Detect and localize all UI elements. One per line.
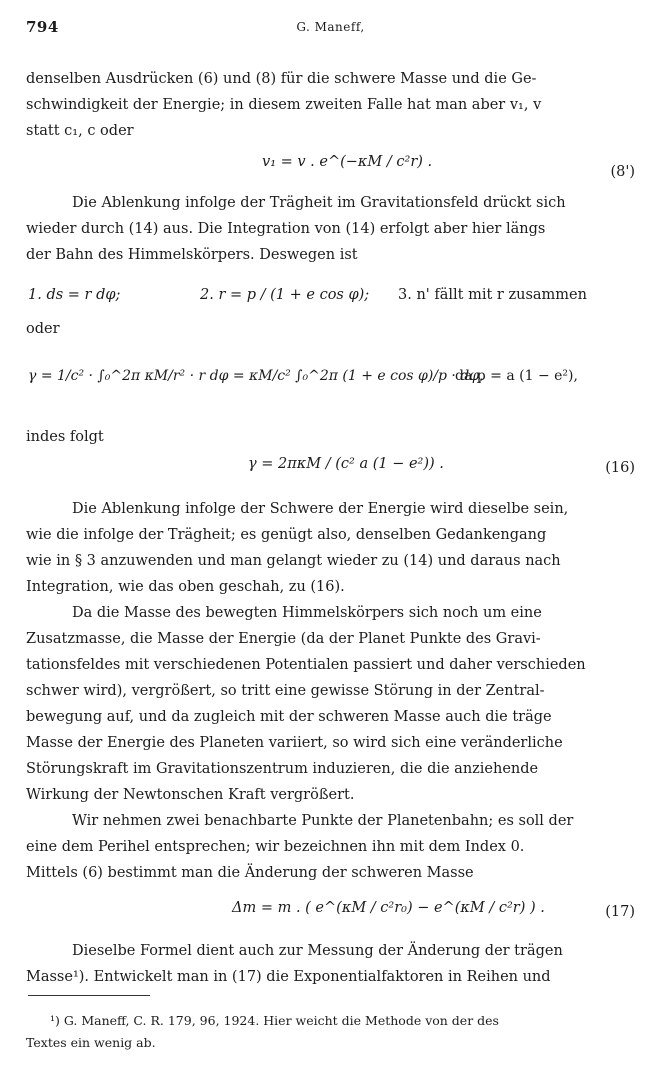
running-header xyxy=(26,18,635,42)
text-line: Dieselbe Formel dient auch zur Messung der Änderung der trägen xyxy=(72,943,563,959)
equation-number-17: (17) xyxy=(605,904,635,920)
equation-number-8prime: (8') xyxy=(610,164,635,180)
footnote-line: Textes ein wenig ab. xyxy=(26,1035,156,1050)
paragraph-5 xyxy=(26,808,635,886)
item-1-ds: 1. ds = r dφ; xyxy=(28,287,121,303)
equation-17: Δm = m . ( e^(κM / c²r₀) − e^(κM / c²r) ) . xyxy=(232,900,545,916)
equation-number-16: (16) xyxy=(605,460,635,476)
text-line: wieder durch (14) aus. Die Integration von (14) erfolgt aber hier längs xyxy=(26,221,546,237)
indes-label: indes folgt xyxy=(26,429,104,445)
text-line: Zusatzmasse, die Masse der Energie (da der Planet Punkte des Gravi- xyxy=(26,631,541,647)
footnote-divider xyxy=(28,995,150,996)
gamma-condition: da p = a (1 − e²), xyxy=(455,368,578,384)
text-line: statt c₁, c oder xyxy=(26,123,134,139)
running-title: G. Maneff, xyxy=(296,20,365,34)
footnote-line: ¹) G. Maneff, C. R. 179, 96, 1924. Hier weicht die Methode von der des xyxy=(50,1013,499,1028)
paragraph-3 xyxy=(26,496,635,600)
text-line: Störungskraft im Gravitationszentrum induzieren, die die anziehende xyxy=(26,761,539,777)
item-3-n: 3. n' fällt mit r zusammen xyxy=(398,287,587,303)
text-line: wie in § 3 anzuwenden und man gelangt wieder zu (14) und daraus nach xyxy=(26,553,561,569)
text-line: eine dem Perihel entsprechen; wir bezeichnen ihn mit dem Index 0. xyxy=(26,839,525,855)
footnote xyxy=(26,1010,635,1054)
equation-8prime: v₁ = v . e^(−κM / c²r) . xyxy=(262,154,433,170)
oder-label: oder xyxy=(26,321,60,337)
text-line: schwer wird), vergrößert, so tritt eine gewisse Störung in der Zentral- xyxy=(26,683,545,699)
text-line: Integration, wie das oben geschah, zu (16). xyxy=(26,579,345,595)
page-number: 794 xyxy=(26,18,59,36)
text-line: Die Ablenkung infolge der Trägheit im Gravitationsfeld drückt sich xyxy=(72,195,566,211)
paragraph-2 xyxy=(26,190,635,268)
paragraph-4 xyxy=(26,600,635,808)
text-line: tationsfeldes mit verschiedenen Potentialen passiert und daher verschieden xyxy=(26,657,586,673)
text-line: der Bahn des Himmelskörpers. Deswegen ist xyxy=(26,247,358,263)
text-line: bewegung auf, und da zugleich mit der schweren Masse auch die träge xyxy=(26,709,552,725)
text-line: wie die infolge der Trägheit; es genügt also, denselben Gedankengang xyxy=(26,527,547,543)
item-2-r: 2. r = p / (1 + e cos φ); xyxy=(200,287,370,303)
text-line: Masse der Energie des Planeten variiert, so wird sich eine veränderliche xyxy=(26,735,563,751)
paragraph-6 xyxy=(26,938,635,990)
text-line: Wir nehmen zwei benachbarte Punkte der Planetenbahn; es soll der xyxy=(72,813,574,829)
text-line: Da die Masse des bewegten Himmelskörpers sich noch um eine xyxy=(72,605,542,621)
text-line: Mittels (6) bestimmt man die Änderung der schweren Masse xyxy=(26,865,474,881)
text-line: denselben Ausdrücken (6) und (8) für die schwere Masse und die Ge- xyxy=(26,71,537,87)
paragraph-1 xyxy=(26,66,635,144)
text-line: Wirkung der Newtonschen Kraft vergrößert. xyxy=(26,787,355,803)
text-line: Die Ablenkung infolge der Schwere der Energie wird dieselbe sein, xyxy=(72,501,569,517)
equation-16: γ = 2πκM / (c² a (1 − e²)) . xyxy=(248,456,444,472)
text-line: Masse¹). Entwickelt man in (17) die Exponentialfaktoren in Reihen und xyxy=(26,969,551,985)
gamma-integral-equation: γ = 1/c² · ∫₀^2π κM/r² · r dφ = κM/c² ∫₀^2π (1 + e cos φ)/p · dφ, xyxy=(28,368,484,384)
text-line: schwindigkeit der Energie; in diesem zweiten Falle hat man aber v₁, v xyxy=(26,97,542,113)
